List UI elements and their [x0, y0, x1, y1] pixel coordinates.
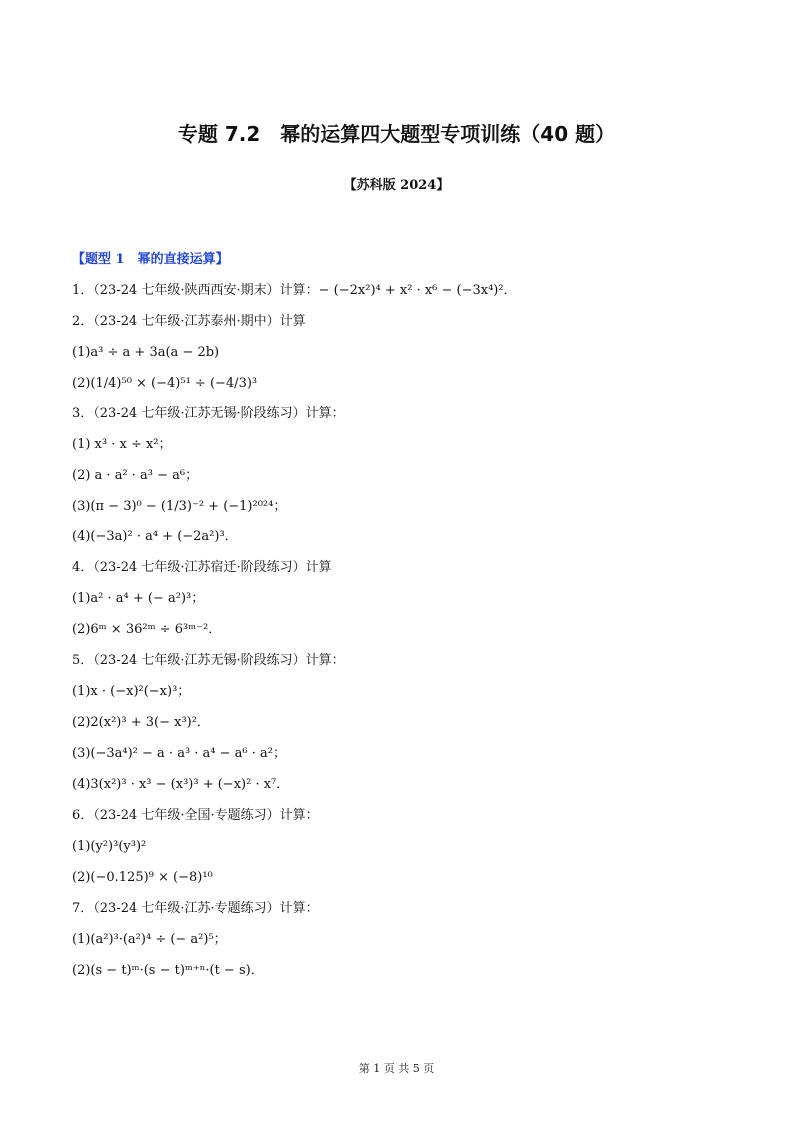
problem-line: 2．（23-24 七年级·江苏泰州·期中）计算: [72, 314, 306, 329]
problem-line: (2) a · a² · a³ − a⁶；: [72, 468, 199, 483]
problem-list: [72, 282, 732, 993]
problem-line: (2)6ᵐ × 36²ᵐ ÷ 6³ᵐ⁻²．: [72, 622, 222, 637]
problem-line: 6．（23-24 七年级·全国·专题练习）计算：: [72, 808, 319, 823]
section-heading: 【题型 1 幂的直接运算】: [72, 252, 229, 267]
problem-line: (1)(y²)³(y³)²: [72, 839, 147, 854]
problem-line: (2)(1/4)⁵⁰ × (−4)⁵¹ ÷ (−4/3)³: [72, 376, 258, 391]
problem-line: 3．（23-24 七年级·江苏无锡·阶段练习）计算：: [72, 406, 345, 421]
problem-line: (2)(s − t)ᵐ·(s − t)ᵐ⁺ⁿ·(t − s)．: [72, 963, 264, 978]
problem-line: (1)a³ ÷ a + 3a(a − 2b): [72, 345, 220, 360]
page-footer: 第 1 页 共 5 页: [358, 1062, 435, 1075]
problem-line: (4)(−3a)² · a⁴ + (−2a²)³．: [72, 529, 238, 544]
problem-line: (3)(−3a⁴)² − a · a³ · a⁴ − a⁶ · a²；: [72, 746, 286, 761]
problem-line: (1)(a²)³·(a²)⁴ ÷ (− a²)⁵；: [72, 932, 227, 947]
problem-line: (3)(π − 3)⁰ − (1/3)⁻² + (−1)²⁰²⁴；: [72, 499, 287, 514]
problem-line: (2)2(x²)³ + 3(− x³)²．: [72, 715, 210, 730]
page-title: 专题 7.2 幂的运算四大题型专项训练（40 题）: [177, 122, 616, 146]
problem-line: 5．（23-24 七年级·江苏无锡·阶段练习）计算：: [72, 653, 345, 668]
problem-line: (4)3(x²)³ · x³ − (x³)³ + (−x)² · x⁷．: [72, 777, 290, 792]
problem-line: 1．（23-24 七年级·陕西西安·期末）计算：− (−2x²)⁴ + x² · x⁶ − (−3x⁴)²．: [72, 283, 517, 298]
problem-line: (1)a² · a⁴ + (− a²)³；: [72, 591, 205, 606]
problem-line: (1) x³ · x ÷ x²；: [72, 437, 172, 452]
problem-line: (2)(−0.125)⁹ × (−8)¹⁰: [72, 870, 213, 885]
problem-line: (1)x · (−x)²(−x)³；: [72, 684, 191, 699]
problem-line: 7．（23-24 七年级·江苏·专题练习）计算：: [72, 901, 319, 916]
page-subtitle: 【苏科版 2024】: [343, 178, 450, 193]
problem-line: 4．（23-24 七年级·江苏宿迁·阶段练习）计算: [72, 560, 332, 575]
